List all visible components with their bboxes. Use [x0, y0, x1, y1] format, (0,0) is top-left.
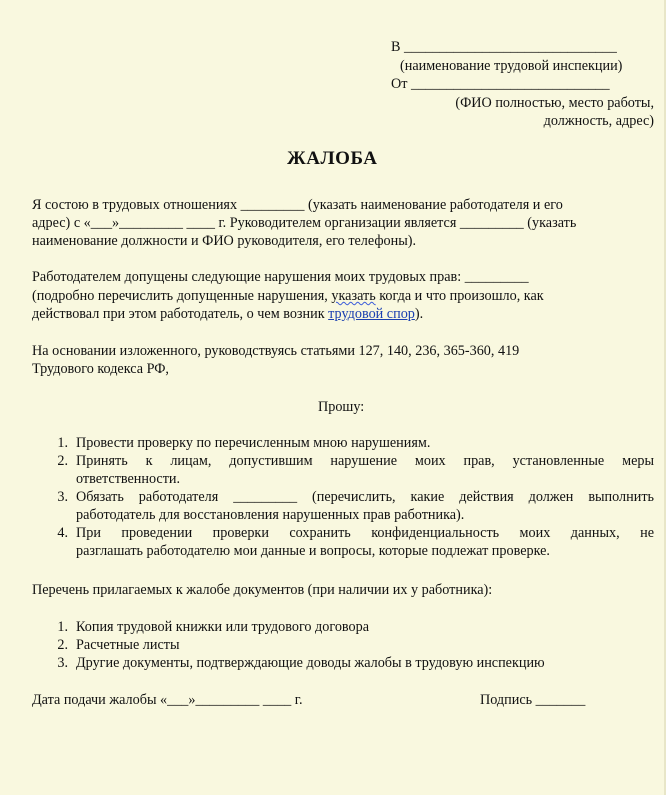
sender-hint-2: должность, адрес) [543, 113, 654, 129]
para3-line2: Трудового кодекса РФ, [32, 361, 169, 377]
sender-line: От ____________________________ [391, 76, 610, 92]
request-list: 1. Провести проверку по перечисленным мною нарушениям. 2. Принять к лицам, допустившим нарушение моих прав, установленные меры ответственности. 3. Обязать работодателя _________ (перечислить, какие действия должен выполнить работодатель для восстановления нарушенных прав работника). 4. При проведении проверки сохранить конфиденциальность моих данных, не разглашать работодателю мои данные и вопросы, которые подлежат проверке. [57, 435, 654, 559]
para1-line3: наименование должности и ФИО руководителя, его телефоны). [32, 233, 417, 249]
spellcheck-word: указать [331, 288, 376, 304]
labor-dispute-link[interactable]: трудовой спор [328, 306, 415, 322]
submission-date-line: Дата подачи жалобы «___»_________ ____ г. [32, 692, 303, 708]
attachments-heading: Перечень прилагаемых к жалобе документов (при наличии их у работника): [32, 582, 493, 598]
para1-line1: Я состою в трудовых отношениях _________ (указать наименование работодателя и его [32, 197, 563, 213]
para3-line1: На основании изложенного, руководствуясь статьями 127, 140, 236, 365-360, 419 [32, 343, 520, 359]
signature-line: Подпись _______ [480, 692, 586, 708]
para2-line2: (подробно перечислить допущенные нарушения, указать когда и что произошло, как [32, 288, 544, 304]
attachments-list: 1. Копия трудовой книжки или трудового договора 2. Расчетные листы 3. Другие документы, подтверждающие доводы жалобы в трудовую инспекцию [57, 619, 545, 671]
recipient-hint: (наименование трудовой инспекции) [400, 58, 623, 74]
recipient-line: В ______________________________ [391, 39, 617, 55]
sender-hint-1: (ФИО полностью, место работы, [455, 95, 654, 111]
request-heading: Прошу: [318, 399, 365, 415]
para2-line1: Работодателем допущены следующие нарушения моих трудовых прав: _________ [32, 269, 529, 285]
para2-line3: действовал при этом работодатель, о чем возник трудовой спор). [32, 306, 424, 322]
para1-line2: адрес) с «___»_________ ____ г. Руководителем организации является _________ (указать [32, 215, 577, 231]
document-title: ЖАЛОБА [287, 148, 378, 169]
